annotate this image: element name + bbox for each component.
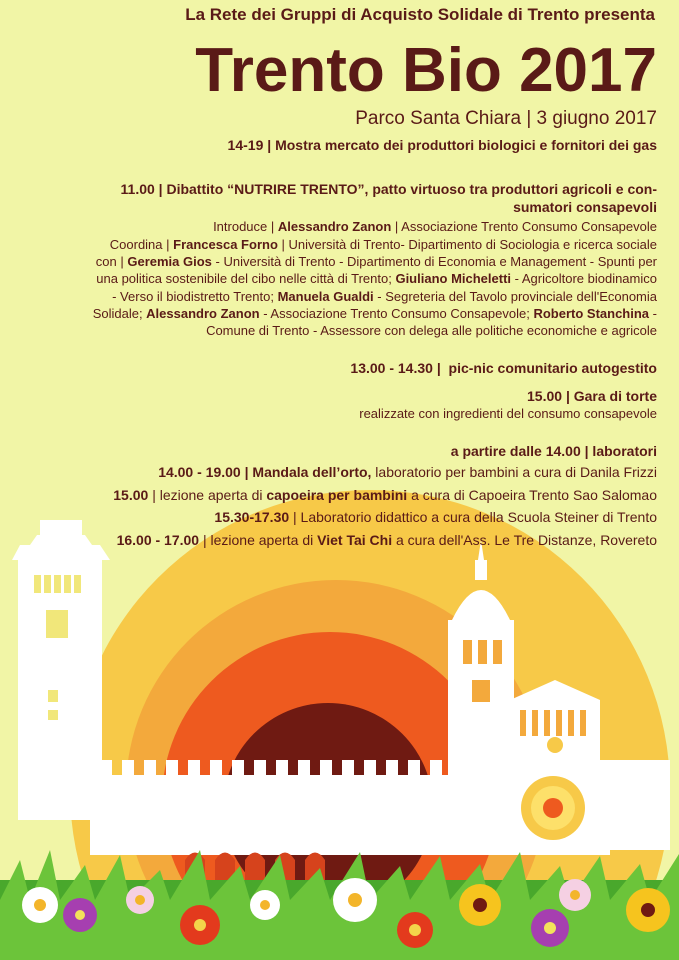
lab-2-pre: | lezione aperta di (148, 487, 267, 503)
introduce-label: Introduce | (213, 219, 278, 234)
participant-1-org: - Università di Trento - Dipartimento di Economia e Management - Spunti per (211, 254, 657, 269)
church-oculus (547, 737, 563, 753)
lab-1-name: Mandala dell’orto, (252, 464, 372, 480)
debate-title-line2: sumatori consapevoli (513, 199, 657, 215)
rose-window-icon (521, 776, 585, 840)
lab-3-time: 15.30-17.30 (214, 509, 290, 525)
debate-line-4 (96, 271, 657, 286)
participant-1-name: Geremia Gios (127, 254, 212, 269)
lab-4-pre: | lezione aperta di (199, 532, 318, 548)
lab-3 (214, 509, 657, 525)
debate-title-line1: 11.00 | Dibattito “NUTRIRE TRENTO”, patto virtuoso tra produttori agricoli e con- (120, 181, 657, 197)
debate-introduce (213, 219, 657, 234)
lab-2-time: 15.00 (113, 487, 149, 503)
lab-4-name: Viet Tai Chi (317, 532, 393, 548)
lab-2-name: capoeira per bambini (266, 487, 408, 503)
participant-3-org: - Segreteria del Tavolo provinciale dell'Economia (373, 289, 657, 304)
lab-2-text: a cura di Capoeira Trento Sao Salomao (407, 487, 657, 503)
coordina-label: Coordina | (109, 237, 174, 252)
picnic-line (350, 360, 657, 376)
debate-line-5 (112, 289, 657, 304)
participant-5-dash: - (649, 306, 657, 321)
participant-5-name: Roberto Stanchina (533, 306, 650, 321)
introduce-org: | Associazione Trento Consumo Consapevole (391, 219, 657, 234)
lab-4 (117, 532, 657, 548)
participant-3-name: Manuela Gualdi (277, 289, 374, 304)
participant-2-name: Giuliano Micheletti (395, 271, 512, 286)
lab-1-text: laboratorio per bambini a cura di Danila Frizzi (371, 464, 657, 480)
debate-coordina (110, 237, 657, 252)
introduce-name: Alessandro Zanon (277, 219, 392, 234)
event-location-date: Parco Santa Chiara | 3 giugno 2017 (355, 108, 657, 129)
market-time: 14-19 (227, 137, 264, 153)
cakes-text: realizzate con ingredienti del consumo consapevole (359, 406, 657, 421)
page-title: Trento Bio 2017 (195, 36, 657, 105)
debate-line-con (96, 254, 657, 269)
labs-header: a partire dalle 14.00 | laboratori (450, 443, 657, 459)
participant-4-name: Alessandro Zanon (146, 306, 260, 321)
lab-2 (113, 487, 657, 503)
participant-4-org: - Associazione Trento Consumo Consapevole; (259, 306, 534, 321)
debate-line-6 (93, 306, 657, 321)
debate-line-5-text: - Verso il biodistretto Trento; (112, 289, 278, 304)
participant-2-org: - Agricoltore biodinamico (511, 271, 657, 286)
picnic-time: 13.00 - 14.30 | (350, 360, 441, 376)
cakes-title: 15.00 | Gara di torte (527, 388, 657, 404)
debate-line-4-text: una politica sostenibile del cibo nelle città di Trento; (96, 271, 396, 286)
lab-3-text: | Laboratorio didattico a cura della Scuola Steiner di Trento (289, 509, 657, 525)
coordina-org: | Università di Trento- Dipartimento di Sociologia e ricerca sociale (277, 237, 657, 252)
lab-4-time: 16.00 - 17.00 (116, 532, 200, 548)
intro-line: La Rete dei Gruppi di Acquisto Solidale di Trento presenta (185, 5, 655, 24)
lab-1 (158, 464, 657, 480)
market-line: 14-19 | Mostra mercato dei produttori biologici e fornitori dei gas (227, 137, 657, 153)
market-text: Mostra mercato dei produttori biologici e fornitori dei gas (275, 137, 657, 153)
lab-4-text: a cura dell'Ass. Le Tre Distanze, Rovereto (392, 532, 657, 548)
debate-line-6-text: Solidale; (92, 306, 147, 321)
debate-line-7: Comune di Trento - Assessore con delega alle politiche economiche e agricole (206, 323, 657, 338)
con-label: con | (95, 254, 128, 269)
picnic-text: pic-nic comunitario autogestito (448, 360, 657, 376)
coordina-name: Francesca Forno (173, 237, 278, 252)
lab-1-time: 14.00 - 19.00 | (158, 464, 253, 480)
